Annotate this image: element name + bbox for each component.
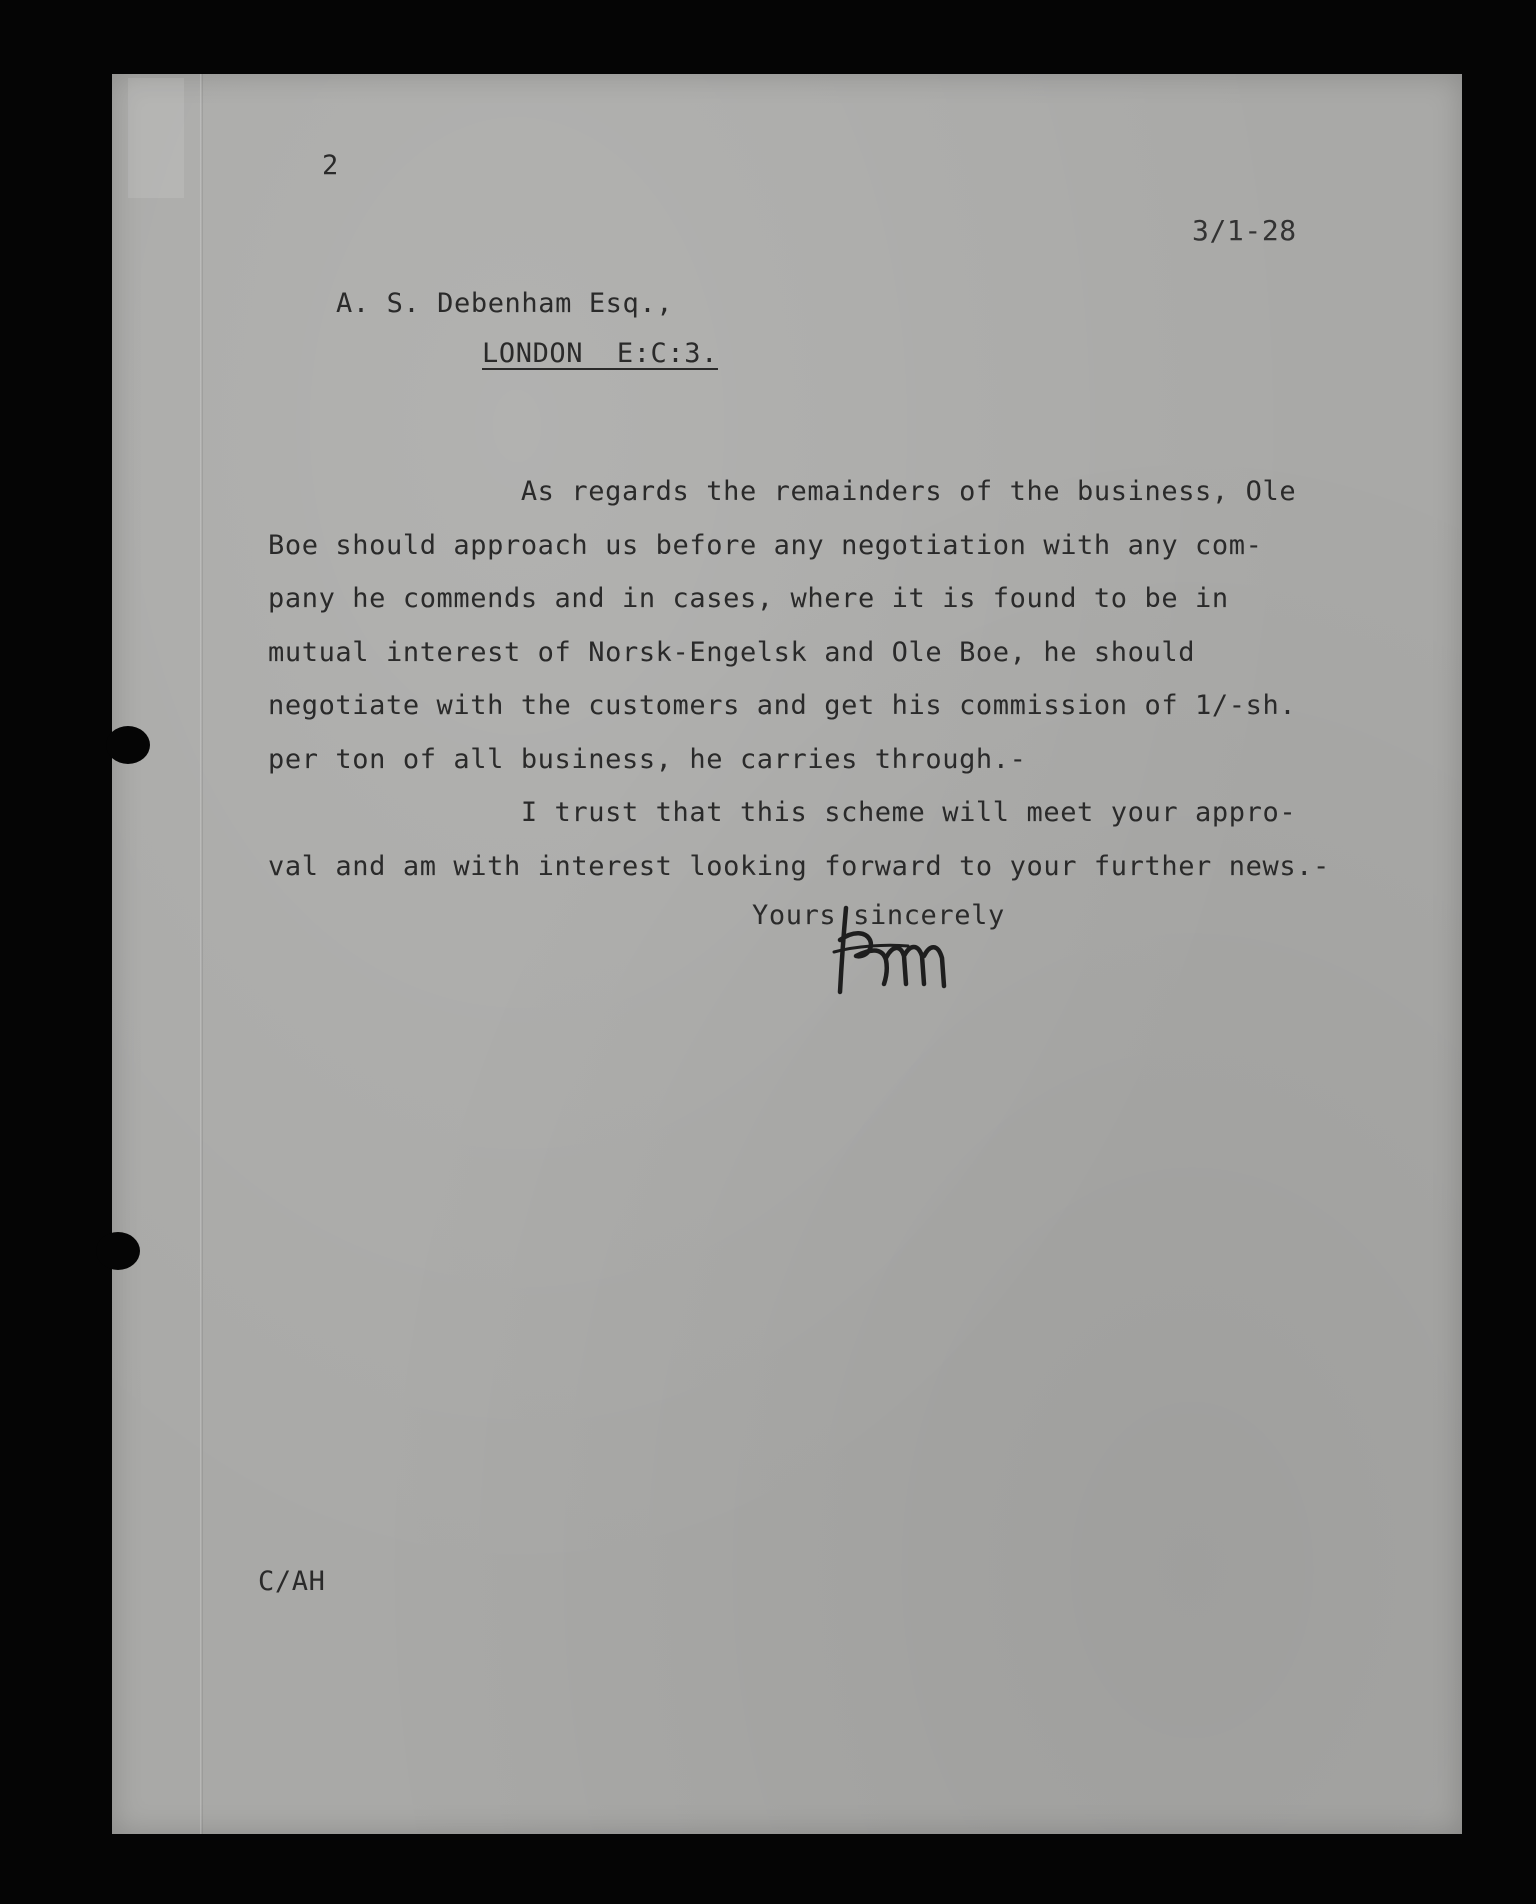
body-line: Boe should approach us before any negotiation with any com-	[268, 530, 1263, 561]
handwritten-signature	[826, 900, 976, 1000]
typist-initials: C/AH	[258, 1566, 326, 1597]
paper-fold-line	[200, 74, 203, 1834]
body-line: negotiate with the customers and get his commission of 1/-sh.	[268, 690, 1297, 721]
paper-edge-strip	[128, 78, 184, 198]
body-line: val and am with interest looking forward to your further news.-	[268, 851, 1330, 882]
addressee-city: LONDON E:C:3.	[482, 338, 718, 369]
punch-hole-top	[106, 726, 150, 764]
body-line: pany he commends and in cases, where it is found to be in	[268, 583, 1229, 614]
body-line: mutual interest of Norsk-Engelsk and Ole Boe, he should	[268, 637, 1196, 668]
body-line: As regards the remainders of the business, Ole	[268, 476, 1297, 507]
letter-date: 3/1-28	[1192, 214, 1297, 247]
body-line: I trust that this scheme will meet your appro-	[268, 797, 1297, 828]
body-line: per ton of all business, he carries through.-	[268, 744, 1027, 775]
addressee-name: A. S. Debenham Esq.,	[336, 288, 674, 319]
page-number: 2	[322, 150, 339, 181]
punch-hole-bottom	[96, 1232, 140, 1270]
closing-phrase: Yours sincerely	[752, 900, 1005, 931]
